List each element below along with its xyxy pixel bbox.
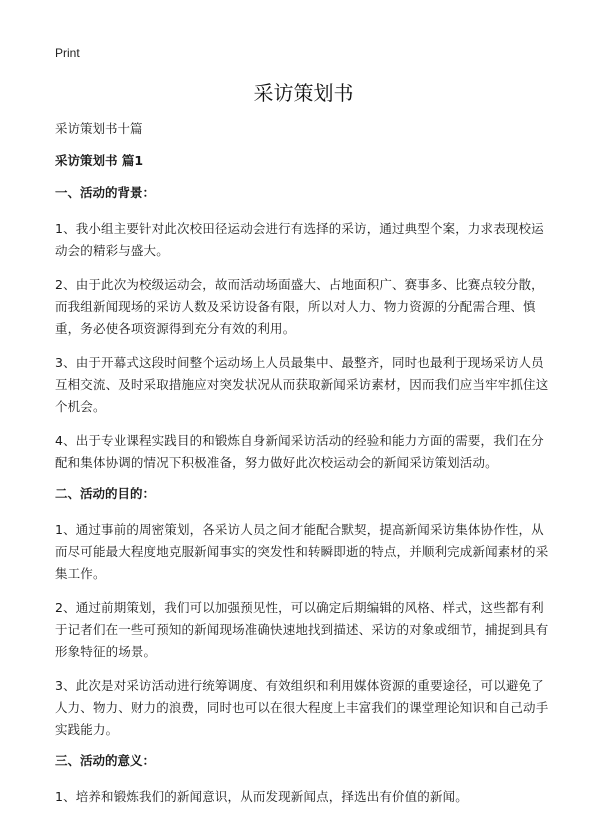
paragraph: 3、由于开幕式这段时间整个运动场上人员最集中、最整齐，同时也最利于现场采访人员互相交流、及时采取措施应对突发状况从而获取新闻采访素材，因而我们应当牢牢抓住这个机会。 [55,355,549,414]
paragraph: 1、培养和锻炼我们的新闻意识，从而发现新闻点，择选出有价值的新闻。 [55,789,468,804]
section-purpose [55,486,552,741]
section-heading: 一、活动的背景： [55,185,156,200]
section-heading: 三、活动的意义： [55,753,156,768]
paragraph: 1、我小组主要针对此次校田径运动会进行有选择的采访，通过典型个案，力求表现校运动会的精彩与盛大。 [55,221,544,258]
paragraph: 3、此次是对采访活动进行统筹调度、有效组织和利用媒体资源的重要途径，可以避免了人力、物力、财力的浪费，同时也可以在很大程度上丰富我们的课堂理论知识和自己动手实践能力。 [55,678,549,737]
document-subtitle: 采访策划书十篇 [55,121,143,136]
print-link[interactable]: Print [55,46,80,60]
section-significance [55,753,552,808]
section-heading: 二、活动的目的： [55,486,156,501]
article-heading: 采访策划书 篇1 [55,153,144,168]
paragraph: 4、出于专业课程实践目的和锻炼自身新闻采访活动的经验和能力方面的需要，我们在分配和集体协调的情况下积极准备，努力做好此次校运动会的新闻采访策划活动。 [55,433,544,470]
section-background [55,185,552,474]
paragraph: 2、通过前期策划，我们可以加强预见性，可以确定后期编辑的风格、样式，这些都有利于记者们在一些可预知的新闻现场准确快速地找到描述、采访的对象或细节，捕捉到具有形象特征的场景。 [55,600,549,659]
paragraph: 2、由于此次为校级运动会，故而活动场面盛大、占地面积广、赛事多、比赛点较分散，而我组新闻现场的采访人数及采访设备有限，所以对人力、物力资源的分配需合理、慎重，务必使各项资源得到充分有效的利用。 [55,277,544,336]
paragraph: 1、通过事前的周密策划，各采访人员之间才能配合默契，提高新闻采访集体协作性，从而尽可能最大程度地克服新闻事实的突发性和转瞬即逝的特点，并顺利完成新闻素材的采集工作。 [55,522,549,581]
page-title: 采访策划书 [253,81,354,105]
